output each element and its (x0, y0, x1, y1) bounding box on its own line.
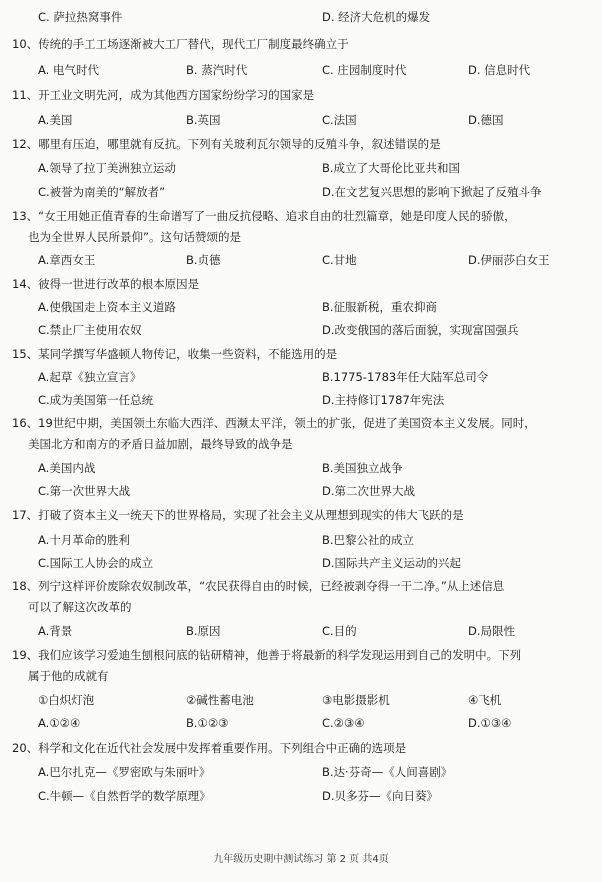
option-c: C. 萨拉热窝事件 (38, 10, 123, 24)
answer-option: A.章西女王 (38, 253, 96, 267)
answer-option: C. 庄园制度时代 (322, 63, 407, 77)
answer-option: C.②③④ (322, 716, 365, 730)
answer-option: B. 蒸汽时代 (186, 63, 248, 77)
answer-option: B.英国 (186, 113, 221, 127)
answer-option: A.美国 (38, 113, 73, 127)
answer-option: D.第二次世界大战 (322, 484, 416, 498)
answer-option: D.在文艺复兴思想的影响下掀起了反殖斗争 (322, 185, 542, 199)
answer-option: A.①②④ (38, 716, 81, 730)
question-stem: 也为全世界人民所景仰”。这句话赞颂的是 (28, 230, 241, 244)
answer-option: D. 信息时代 (468, 63, 531, 77)
choice-item: ④飞机 (468, 693, 502, 707)
answer-option: A.美国内战 (38, 461, 96, 475)
question-stem: 美国北方和南方的矛盾日益加剧，最终导致的战争是 (28, 437, 293, 451)
answer-option: A.巴尔扎克—《罗密欧与朱丽叶》 (38, 765, 211, 779)
answer-option: B.原因 (186, 624, 221, 638)
question-stem: 18、列宁这样评价废除农奴制改革，“农民获得自由的时候，已经被剥夺得一干二净。”从上述信息 (12, 579, 505, 593)
answer-option: D.德国 (468, 113, 504, 127)
question-stem: 11、开工业文明先河，成为其他西方国家纷纷学习的国家是 (12, 88, 315, 102)
answer-option: A.使俄国走上资本主义道路 (38, 300, 176, 314)
answer-option: D.伊丽莎白女王 (468, 253, 550, 267)
choice-item: ③电影摄影机 (322, 693, 390, 707)
answer-option: A.十月革命的胜利 (38, 533, 130, 547)
answer-option: C.第一次世界大战 (38, 484, 131, 498)
answer-option: C.禁止厂主使用农奴 (38, 323, 142, 337)
question-stem: 19、我们应该学习爱迪生刨根问底的钻研精神，他善于将最新的科学发现运用到自己的发明中。下列 (12, 648, 522, 662)
question-stem: 10、传统的手工工场逐渐被大工厂替代，现代工厂制度最终确立于 (12, 37, 349, 51)
answer-option: C.法国 (322, 113, 357, 127)
answer-option: A. 电气时代 (38, 63, 99, 77)
answer-option: B.①②③ (186, 716, 229, 730)
answer-option: C.牛顿—《自然哲学的数学原理》 (38, 789, 211, 803)
answer-option: B.征服新税，重农抑商 (322, 300, 438, 314)
answer-option: C.国际工人协会的成立 (38, 556, 154, 570)
question-stem: 20、科学和文化在近代社会发展中发挥着重要作用。下列组合中正确的选项是 (12, 741, 407, 755)
answer-option: D.主持修订1787年宪法 (322, 393, 445, 407)
answer-option: D.局限性 (468, 624, 516, 638)
choice-item: ②碱性蓄电池 (186, 693, 254, 707)
option-d: D. 经济大危机的爆发 (322, 10, 431, 24)
question-stem: 可以了解这次改革的 (28, 600, 132, 614)
answer-option: D.国际共产主义运动的兴起 (322, 556, 462, 570)
page-footer: 九年级历史期中测试练习 第 2 页 共4页 (213, 854, 389, 865)
answer-option: B.达·芬奇—《人间喜剧》 (322, 765, 453, 779)
answer-option: C.成为美国第一任总统 (38, 393, 154, 407)
answer-option: A.领导了拉丁美洲独立运动 (38, 161, 176, 175)
question-stem: 12、哪里有压迫，哪里就有反抗。下列有关玻利瓦尔领导的反殖斗争，叙述错误的是 (12, 137, 441, 151)
choice-item: ①白炽灯泡 (38, 693, 95, 707)
answer-option: A.起草《独立宣言》 (38, 370, 142, 384)
question-stem: 15、某同学撰写华盛顿人物传记，收集一些资料，不能选用的是 (12, 347, 338, 361)
answer-option: C.目的 (322, 624, 357, 638)
answer-option: B.美国独立战争 (322, 461, 403, 475)
question-stem: 13、“女王用她正值青春的生命谱写了一曲反抗侵略、追求自由的壮烈篇章，她是印度人民的骄傲， (12, 209, 516, 223)
answer-option: A.背景 (38, 624, 73, 638)
answer-option: B.贞德 (186, 253, 221, 267)
question-stem: 14、彼得一世进行改革的根本原因是 (12, 277, 200, 291)
answer-option: C.甘地 (322, 253, 357, 267)
answer-option: D.改变俄国的落后面貌，实现富国强兵 (322, 323, 519, 337)
answer-option: D.贝多芬—《向日葵》 (322, 789, 439, 803)
answer-option: D.①③④ (468, 716, 512, 730)
answer-option: C.被誉为南美的“解放者” (38, 185, 166, 199)
question-stem: 17、打破了资本主义一统天下的世界格局，实现了社会主义从理想到现实的伟大飞跃的是 (12, 508, 464, 522)
question-stem: 属于他的成就有 (28, 669, 109, 683)
answer-option: B.1775-1783年任大陆军总司令 (322, 370, 489, 384)
question-stem: 16、19世纪中期，美国领土东临大西洋、西濒太平洋，领土的扩张，促进了美国资本主义发展。同时， (12, 416, 536, 430)
answer-option: B.巴黎公社的成立 (322, 533, 415, 547)
answer-option: B.成立了大哥伦比亚共和国 (322, 161, 461, 175)
